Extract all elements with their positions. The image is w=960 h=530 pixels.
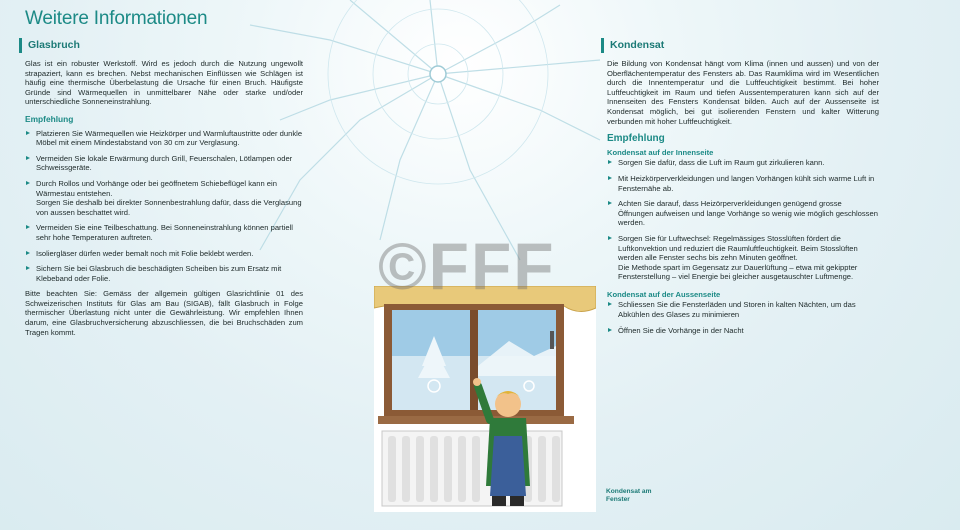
list-item: Durch Rollos und Vorhänge oder bei geöffnetem Schiebeflügel kann ein Wärmestau entstehen. Sorgen Sie deshalb bei direkter Sonnenbestrahlung dafür, dass die Verglasung von aussen beschattet wird.: [25, 179, 303, 217]
outside-condensation-list: [607, 300, 879, 335]
inside-condensation-list: [607, 158, 879, 282]
glass-breakage-section: [25, 38, 303, 345]
list-item: Mit Heizkörperverkleidungen und langen Vorhängen kühlt sich warme Luft in Fensternähe ab.: [607, 174, 879, 193]
copyright-watermark: ©FFF: [378, 229, 556, 303]
list-item: Schliessen Sie die Fensterläden und Storen in kalten Nächten, um das Abkühlen des Glases zu minimieren: [607, 300, 879, 319]
condensation-intro: Die Bildung von Kondensat hängt vom Klima (innen und aussen) und von der Oberflächentemperatur des Fensters ab. Das Raumklima wird im Wesentlichen durch die Innentemperatur und die Luftfeuchtigkeit bestimmt. Bei hoher Luftfeuchtigkeit im Raum und tiefen Aussentemperaturen kann sich auf der Innenseiten des Fensters Kondensat bilden. Auch auf der Aussenseite ist Kondensat möglich, bei gut isolierenden Fenstern und kalter Witterung verbunden mit hoher Luftfeuchtigkeit.: [607, 59, 879, 126]
illustration-caption: Kondensat am Fenster: [606, 488, 652, 503]
glass-recommendation-title: Empfehlung: [25, 113, 74, 124]
condensation-recommendation-title: Empfehlung: [607, 133, 665, 145]
list-item: Isoliergläser dürfen weder bemalt noch mit Folie beklebt werden.: [25, 249, 303, 259]
window-child-drawing-image: [374, 286, 596, 512]
glass-breakage-intro: Glas ist ein robuster Werkstoff. Wird es jedoch durch die Nutzung ungewollt strapaziert, kann es brechen. Nebst mechanischen Einflüssen wie Schlägen ist häufig eine thermische Überbelastung die Ursache für einen Bruch. Häufigste Gründe sind Wärmequellen in unmittelbarer Nähe oder starke und/oder unterschiedliche Sonneneinstrahlung.: [25, 59, 303, 107]
inside-condensation-title: Kondensat auf der Innenseite: [607, 147, 714, 157]
page-title: Weitere Informationen: [25, 8, 208, 29]
outside-condensation-title: Kondensat auf der Aussenseite: [607, 289, 721, 299]
condensation-section: [607, 38, 879, 341]
list-item: Platzieren Sie Wärmequellen wie Heizkörper und Warmluftaustritte oder dunkle Möbel mit einem Mindestabstand von 30 cm zur Verglasung.: [25, 129, 303, 148]
list-item: Sorgen Sie für Luftwechsel: Regelmässiges Stosslüften fördert die Luftkonvektion und reduziert die Raumluftfeuchtigkeit. Beim Stosslüften werden alle Fenster sechs bis zehn Minuten geöffnet. Die Methode spart im Gegensatz zur Dauerlüftung – etwa mit gekippter Fensterstellung – viel Energie bei gleicher ausgetauschter Luftmenge.: [607, 234, 879, 282]
list-item: Öffnen Sie die Vorhänge in der Nacht: [607, 326, 879, 336]
list-item: Sichern Sie bei Glasbruch die beschädigten Scheiben bis zum Ersatz mit Klebeband oder Folie.: [25, 264, 303, 283]
list-item: Sorgen Sie dafür, dass die Luft im Raum gut zirkulieren kann.: [607, 158, 879, 168]
list-item: Vermeiden Sie eine Teilbeschattung. Bei Sonneneinstrahlung können partiell sehr hohe Temperaturen auftreten.: [25, 223, 303, 242]
list-item: Achten Sie darauf, dass Heizörperverkleidungen genügend grosse Öffnungen aufweisen und lange Vorhänge so wenig wie möglich geschlossen werden.: [607, 199, 879, 228]
glass-breakage-note: Bitte beachten Sie: Gemäss der allgemein gültigen Glasrichtlinie 01 des Schweizerischen Instituts für Glas am Bau (SIGAB), fällt Glasbruch in Folge thermischer Überlastung nicht unter die Gewährleistung. Wir empfehlen Ihnen darum, eine Glasbruchversicherung abzuschliessen, die bei Bruchschäden zum Tragen kommt.: [25, 289, 303, 337]
glass-breakage-title: Glasbruch: [19, 38, 303, 53]
list-item: Vermeiden Sie lokale Erwärmung durch Grill, Feuerschalen, Lötlampen oder Schweissgeräte.: [25, 154, 303, 173]
glass-recommendation-list: [25, 129, 303, 284]
condensation-illustration: [374, 286, 596, 512]
condensation-title: Kondensat: [601, 38, 879, 53]
